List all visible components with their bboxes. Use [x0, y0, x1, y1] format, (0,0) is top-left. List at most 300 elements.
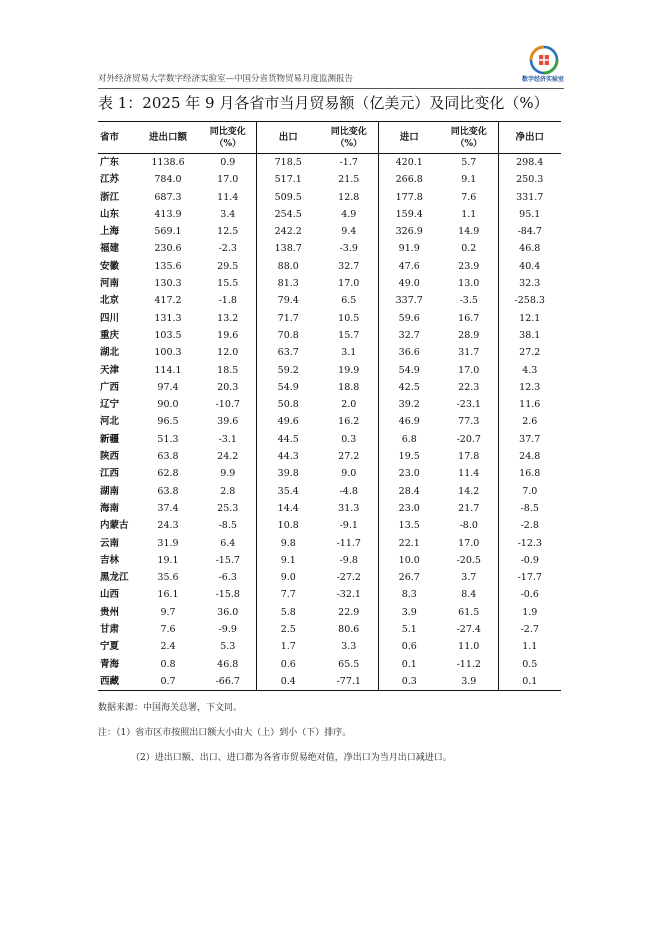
header-export-yoy [320, 122, 378, 154]
cell-trade-yoy: 3.4 [220, 208, 236, 220]
cell-trade: 0.8 [160, 658, 176, 670]
cell-province: 山东 [100, 208, 120, 220]
note-1: 注：（1）省市区市按照出口额大小由大（上）到小（下）排序。 [98, 728, 352, 738]
cell-trade-yoy: 29.5 [217, 260, 239, 272]
cell-province: 四川 [100, 312, 120, 324]
cell-net-export: 12.1 [498, 310, 561, 327]
cell-export-yoy: 65.5 [338, 658, 360, 670]
cell-export: 2.5 [256, 621, 320, 638]
cell-export-yoy: -11.7 [336, 537, 361, 549]
cell-trade-yoy: 13.2 [217, 312, 239, 324]
table-row [98, 292, 561, 309]
cell-trade: 31.9 [157, 537, 179, 549]
cell-net-export: 4.3 [498, 362, 561, 379]
cell-province: 贵州 [100, 606, 120, 618]
cell-trade: 24.3 [157, 520, 179, 532]
cell-net-export: 46.8 [498, 240, 561, 257]
table-row [98, 431, 561, 448]
cell-trade-yoy: -6.3 [218, 572, 237, 584]
trade-table [98, 121, 561, 691]
cell-province: 新疆 [100, 433, 120, 445]
note-2: （2）进出口额、出口、进口都为各省市贸易绝对值，净出口为当月出口减进口。 [131, 753, 452, 763]
cell-import: 8.3 [378, 586, 440, 603]
cell-export-yoy: 16.2 [338, 416, 360, 428]
cell-trade: 96.5 [157, 416, 179, 428]
cell-trade: 100.3 [154, 347, 182, 359]
cell-trade-yoy: 36.0 [217, 606, 239, 618]
table-row [98, 258, 561, 275]
cell-export-yoy: -32.1 [336, 589, 361, 601]
cell-trade: 0.7 [136, 673, 200, 691]
cell-export: 71.7 [256, 310, 320, 327]
cell-export: 14.4 [256, 500, 320, 517]
cell-net-export: -2.7 [498, 621, 561, 638]
cell-import-yoy: 23.9 [458, 260, 480, 272]
cell-import-yoy: 31.7 [458, 347, 480, 359]
cell-net-export: 331.7 [498, 189, 561, 206]
cell-province: 甘肃 [100, 624, 120, 636]
table-row [98, 604, 561, 621]
cell-trade-yoy: -9.9 [218, 624, 237, 636]
cell-trade: 2.4 [160, 641, 176, 653]
header-export: 出口 [256, 122, 320, 154]
cell-import: 6.8 [378, 431, 440, 448]
cell-export: 9.8 [256, 535, 320, 552]
cell-export-yoy: 4.9 [341, 208, 357, 220]
cell-import-yoy: 3.7 [461, 572, 477, 584]
cell-export: 9.1 [256, 552, 320, 569]
header-trade-yoy [200, 122, 256, 154]
cell-import: 0.3 [378, 673, 440, 691]
table-row [98, 189, 561, 206]
cell-trade-yoy: 15.5 [217, 278, 239, 290]
cell-province: 黑龙江 [100, 572, 129, 584]
cell-province: 广西 [100, 381, 120, 393]
cell-export-yoy: -9.8 [339, 554, 358, 566]
cell-export-yoy: 12.8 [338, 191, 360, 203]
cell-import: 59.6 [378, 310, 440, 327]
cell-export: 39.8 [256, 465, 320, 482]
table-row [98, 206, 561, 223]
cell-trade: 9.7 [160, 606, 176, 618]
cell-trade: 51.3 [157, 433, 179, 445]
cell-export: 49.6 [256, 413, 320, 430]
cell-export: 44.5 [256, 431, 320, 448]
cell-import: 159.4 [378, 206, 440, 223]
header-import-yoy-line2: （%） [455, 138, 483, 149]
cell-trade-yoy: -15.7 [215, 554, 240, 566]
cell-export-yoy: 6.5 [341, 295, 357, 307]
cell-import: 13.5 [378, 517, 440, 534]
cell-import-yoy: -20.7 [456, 433, 481, 445]
cell-export: 54.9 [256, 379, 320, 396]
cell-trade-yoy: -3.1 [218, 433, 237, 445]
cell-trade: 37.4 [157, 502, 179, 514]
cell-import-yoy: 16.7 [458, 312, 480, 324]
cell-trade: 1138.6 [151, 157, 185, 168]
cell-trade: 114.1 [154, 364, 182, 376]
cell-province: 广东 [100, 157, 120, 168]
table-row [98, 240, 561, 257]
cell-export-yoy: 10.5 [338, 312, 360, 324]
cell-trade-yoy: 6.4 [220, 537, 236, 549]
cell-export-yoy: -9.1 [339, 520, 358, 532]
cell-import-yoy: 13.0 [458, 278, 480, 290]
cell-import-yoy: 9.1 [461, 174, 477, 186]
cell-province: 海南 [100, 502, 120, 514]
cell-export-yoy: -27.2 [336, 572, 361, 584]
cell-import: 0.6 [378, 638, 440, 655]
cell-trade-yoy: 19.6 [217, 329, 239, 341]
cell-import: 49.0 [378, 275, 440, 292]
cell-import-yoy: 8.4 [461, 589, 477, 601]
cell-trade-yoy: 17.0 [217, 174, 239, 186]
cell-import-yoy: -11.2 [456, 658, 481, 670]
cell-import-yoy: -23.1 [456, 399, 481, 411]
cell-import-yoy: 17.0 [458, 364, 480, 376]
cell-net-export: -0.9 [498, 552, 561, 569]
cell-export-yoy: 3.1 [341, 347, 357, 359]
cell-net-export: 7.0 [498, 483, 561, 500]
header-import: 进口 [378, 122, 440, 154]
cell-net-export: 2.6 [498, 413, 561, 430]
table-row [98, 586, 561, 603]
cell-import: 0.1 [378, 656, 440, 673]
cell-export-yoy: 80.6 [338, 624, 360, 636]
cell-import: 42.5 [378, 379, 440, 396]
cell-export: 517.1 [256, 171, 320, 188]
cell-import-yoy: 11.0 [458, 641, 480, 653]
cell-trade: 35.6 [157, 572, 179, 584]
cell-export: 9.0 [256, 569, 320, 586]
cell-net-export: 38.1 [498, 327, 561, 344]
cell-province: 辽宁 [100, 399, 120, 411]
cell-export: 44.3 [256, 448, 320, 465]
cell-export: 88.0 [256, 258, 320, 275]
cell-export: 1.7 [256, 638, 320, 655]
cell-export: 254.5 [256, 206, 320, 223]
cell-net-export: -84.7 [498, 223, 561, 240]
cell-import-yoy: 22.3 [458, 381, 480, 393]
table-body [98, 154, 561, 691]
cell-province: 陕西 [100, 451, 120, 463]
cell-import: 54.9 [378, 362, 440, 379]
table-row [98, 362, 561, 379]
cell-trade: 135.6 [154, 260, 182, 272]
cell-trade-yoy: -15.8 [215, 589, 240, 601]
cell-import-yoy: 5.7 [461, 157, 477, 168]
cell-import-yoy: 17.8 [458, 451, 480, 463]
cell-import-yoy: 28.9 [458, 329, 480, 341]
cell-import-yoy: 17.0 [458, 537, 480, 549]
cell-export-yoy: -1.7 [339, 157, 358, 168]
cell-import-yoy: -27.4 [456, 624, 481, 636]
cell-province: 青海 [100, 658, 120, 670]
cell-export: 35.4 [256, 483, 320, 500]
cell-province: 重庆 [100, 329, 120, 341]
cell-net-export: -258.3 [498, 292, 561, 309]
cell-net-export: -0.6 [498, 586, 561, 603]
cell-import-yoy: 7.6 [461, 191, 477, 203]
table-row [98, 327, 561, 344]
cell-trade-yoy: 18.5 [217, 364, 239, 376]
cell-province: 江西 [100, 468, 120, 480]
cell-import: 36.6 [378, 344, 440, 361]
cell-import: 3.9 [378, 604, 440, 621]
header-province: 省市 [98, 122, 136, 154]
cell-export-yoy: 22.9 [338, 606, 360, 618]
table-row [98, 344, 561, 361]
header-trade-yoy-line2: （%） [214, 138, 242, 149]
cell-import: 23.0 [378, 500, 440, 517]
cell-import-yoy: 61.5 [458, 606, 480, 618]
cell-export: 79.4 [256, 292, 320, 309]
cell-export: 7.7 [256, 586, 320, 603]
header-net-export: 净出口 [498, 122, 561, 154]
cell-import: 47.6 [378, 258, 440, 275]
cell-net-export: 24.8 [498, 448, 561, 465]
cell-export-yoy: 31.3 [338, 502, 360, 514]
cell-trade-yoy: 12.0 [217, 347, 239, 359]
cell-province: 湖北 [100, 347, 120, 359]
cell-province: 内蒙古 [100, 520, 129, 532]
cell-trade-yoy: 12.5 [217, 226, 239, 238]
cell-net-export: 11.6 [498, 396, 561, 413]
cell-export: 0.6 [256, 656, 320, 673]
cell-province: 河北 [100, 416, 120, 428]
table-row [98, 673, 561, 691]
cell-province: 安徽 [100, 260, 120, 272]
cell-province: 河南 [100, 278, 120, 290]
report-header: 对外经济贸易大学数字经济实验室—中国分省货物贸易月度监测报告 [98, 74, 354, 84]
cell-trade: 569.1 [154, 226, 182, 238]
cell-export-yoy: 15.7 [338, 329, 360, 341]
cell-import-yoy: 77.3 [458, 416, 480, 428]
cell-import: 26.7 [378, 569, 440, 586]
table-header-row [98, 122, 561, 154]
cell-export-yoy: 27.2 [338, 451, 360, 463]
table-row [98, 656, 561, 673]
cell-import: 10.0 [378, 552, 440, 569]
cell-import: 91.9 [378, 240, 440, 257]
cell-province: 宁夏 [100, 641, 120, 653]
table-title: 表 1：2025 年 9 月各省市当月贸易额（亿美元）及同比变化（%） [98, 94, 549, 112]
cell-import-yoy: -3.5 [459, 295, 478, 307]
header-import-yoy [440, 122, 498, 154]
cell-import-yoy: 21.7 [458, 502, 480, 514]
cell-import-yoy: 14.9 [458, 226, 480, 238]
cell-trade-yoy: 9.9 [220, 468, 236, 480]
table-row [98, 448, 561, 465]
cell-net-export: 0.1 [498, 673, 561, 691]
cell-import-yoy: 1.1 [461, 208, 477, 220]
cell-export: 509.5 [256, 189, 320, 206]
cell-export-yoy: 0.3 [341, 433, 357, 445]
table-row [98, 552, 561, 569]
table-row [98, 500, 561, 517]
lab-logo-text: 数字经济实验室 [521, 76, 564, 83]
cell-province: 浙江 [100, 191, 120, 203]
cell-trade-yoy: 11.4 [217, 191, 239, 203]
cell-trade: 63.8 [157, 451, 179, 463]
cell-export-yoy: 32.7 [338, 260, 360, 272]
cell-import: 337.7 [378, 292, 440, 309]
cell-export: 10.8 [256, 517, 320, 534]
table-row [98, 621, 561, 638]
cell-trade-yoy: 46.8 [217, 658, 239, 670]
cell-trade-yoy: 5.3 [220, 641, 236, 653]
cell-province: 吉林 [100, 554, 120, 566]
cell-net-export: 95.1 [498, 206, 561, 223]
cell-net-export: 37.7 [498, 431, 561, 448]
cell-import: 39.2 [378, 396, 440, 413]
cell-province: 上海 [100, 226, 120, 238]
cell-trade-yoy: -66.7 [200, 673, 256, 691]
cell-province: 北京 [100, 295, 120, 307]
cell-trade-yoy: 0.9 [220, 157, 236, 168]
cell-trade: 131.3 [154, 312, 182, 324]
cell-import: 28.4 [378, 483, 440, 500]
cell-export: 242.2 [256, 223, 320, 240]
cell-trade: 62.8 [157, 468, 179, 480]
cell-trade-yoy: -2.3 [218, 243, 237, 255]
cell-trade: 130.3 [154, 278, 182, 290]
cell-trade: 687.3 [154, 191, 182, 203]
cell-net-export: 27.2 [498, 344, 561, 361]
cell-export-yoy: 9.0 [341, 468, 357, 480]
cell-net-export: 1.1 [498, 638, 561, 655]
cell-trade: 7.6 [160, 624, 176, 636]
cell-import: 5.1 [378, 621, 440, 638]
cell-trade: 63.8 [157, 485, 179, 497]
cell-import: 32.7 [378, 327, 440, 344]
cell-import: 326.9 [378, 223, 440, 240]
cell-trade: 90.0 [157, 399, 179, 411]
header-import-yoy-line1: 同比变化 [450, 126, 487, 137]
cell-trade-yoy: 2.8 [220, 485, 236, 497]
table-row [98, 275, 561, 292]
cell-trade: 417.2 [154, 295, 182, 307]
table-row [98, 465, 561, 482]
cell-export: 138.7 [256, 240, 320, 257]
cell-trade: 103.5 [154, 329, 182, 341]
cell-export-yoy: -4.8 [339, 485, 358, 497]
cell-province: 云南 [100, 537, 120, 549]
cell-net-export: -2.8 [498, 517, 561, 534]
cell-export: 59.2 [256, 362, 320, 379]
cell-export-yoy: 3.3 [341, 641, 357, 653]
cell-export: 50.8 [256, 396, 320, 413]
cell-export: 63.7 [256, 344, 320, 361]
cell-net-export: 12.3 [498, 379, 561, 396]
cell-net-export: 32.3 [498, 275, 561, 292]
header-export-yoy-line1: 同比变化 [330, 126, 367, 137]
cell-import: 266.8 [378, 171, 440, 188]
cell-import-yoy: 14.2 [458, 485, 480, 497]
cell-export: 70.8 [256, 327, 320, 344]
cell-net-export: 298.4 [498, 154, 561, 172]
cell-export-yoy: 21.5 [338, 174, 360, 186]
header-trade-yoy-line1: 同比变化 [209, 126, 246, 137]
cell-net-export: -17.7 [498, 569, 561, 586]
cell-export: 5.8 [256, 604, 320, 621]
cell-export: 0.4 [256, 673, 320, 691]
table-row [98, 569, 561, 586]
table-row [98, 223, 561, 240]
cell-export-yoy: -77.1 [320, 673, 378, 691]
cell-import: 23.0 [378, 465, 440, 482]
cell-trade-yoy: -8.5 [218, 520, 237, 532]
cell-export: 718.5 [256, 154, 320, 172]
cell-trade-yoy: 39.6 [217, 416, 239, 428]
cell-export: 81.3 [256, 275, 320, 292]
cell-import-yoy: -20.5 [456, 554, 481, 566]
cell-net-export: 1.9 [498, 604, 561, 621]
cell-export-yoy: 19.9 [338, 364, 360, 376]
header-trade: 进出口额 [136, 122, 200, 154]
table-row [98, 379, 561, 396]
cell-trade-yoy: -1.8 [218, 295, 237, 307]
cell-trade-yoy: -10.7 [215, 399, 240, 411]
cell-import: 46.9 [378, 413, 440, 430]
cell-province: 山西 [100, 589, 120, 601]
cell-trade-yoy: 20.3 [217, 381, 239, 393]
cell-trade: 16.1 [157, 589, 179, 601]
cell-export-yoy: 2.0 [341, 399, 357, 411]
cell-import: 177.8 [378, 189, 440, 206]
cell-province: 江苏 [100, 174, 120, 186]
cell-trade: 413.9 [154, 208, 182, 220]
cell-import: 420.1 [378, 154, 440, 172]
header-export-yoy-line2: （%） [335, 138, 363, 149]
cell-province: 湖南 [100, 485, 120, 497]
cell-province: 天津 [100, 364, 120, 376]
cell-export-yoy: -3.9 [339, 243, 358, 255]
cell-import-yoy: 0.2 [461, 243, 477, 255]
data-source-note: 数据来源：中国海关总署，下文同。 [98, 703, 243, 713]
cell-province: 福建 [100, 243, 120, 255]
cell-net-export: 250.3 [498, 171, 561, 188]
table-row [98, 396, 561, 413]
cell-export-yoy: 9.4 [341, 226, 357, 238]
cell-import: 19.5 [378, 448, 440, 465]
table-row [98, 535, 561, 552]
table-row [98, 154, 561, 172]
cell-trade-yoy: 24.2 [217, 451, 239, 463]
table-row [98, 517, 561, 534]
table-row [98, 310, 561, 327]
cell-export-yoy: 17.0 [338, 278, 360, 290]
table-row [98, 638, 561, 655]
cell-trade: 19.1 [157, 554, 179, 566]
table-row [98, 483, 561, 500]
cell-import: 22.1 [378, 535, 440, 552]
cell-trade: 230.6 [154, 243, 182, 255]
cell-import-yoy: -8.0 [459, 520, 478, 532]
cell-net-export: -12.3 [498, 535, 561, 552]
table-row [98, 171, 561, 188]
cell-trade-yoy: 25.3 [217, 502, 239, 514]
cell-net-export: 16.8 [498, 465, 561, 482]
cell-export-yoy: 18.8 [338, 381, 360, 393]
cell-trade: 97.4 [157, 381, 179, 393]
cell-province: 西藏 [98, 673, 136, 691]
cell-import-yoy: 11.4 [458, 468, 480, 480]
cell-net-export: 0.5 [498, 656, 561, 673]
table-row [98, 413, 561, 430]
header-divider [98, 88, 564, 89]
cell-net-export: 40.4 [498, 258, 561, 275]
